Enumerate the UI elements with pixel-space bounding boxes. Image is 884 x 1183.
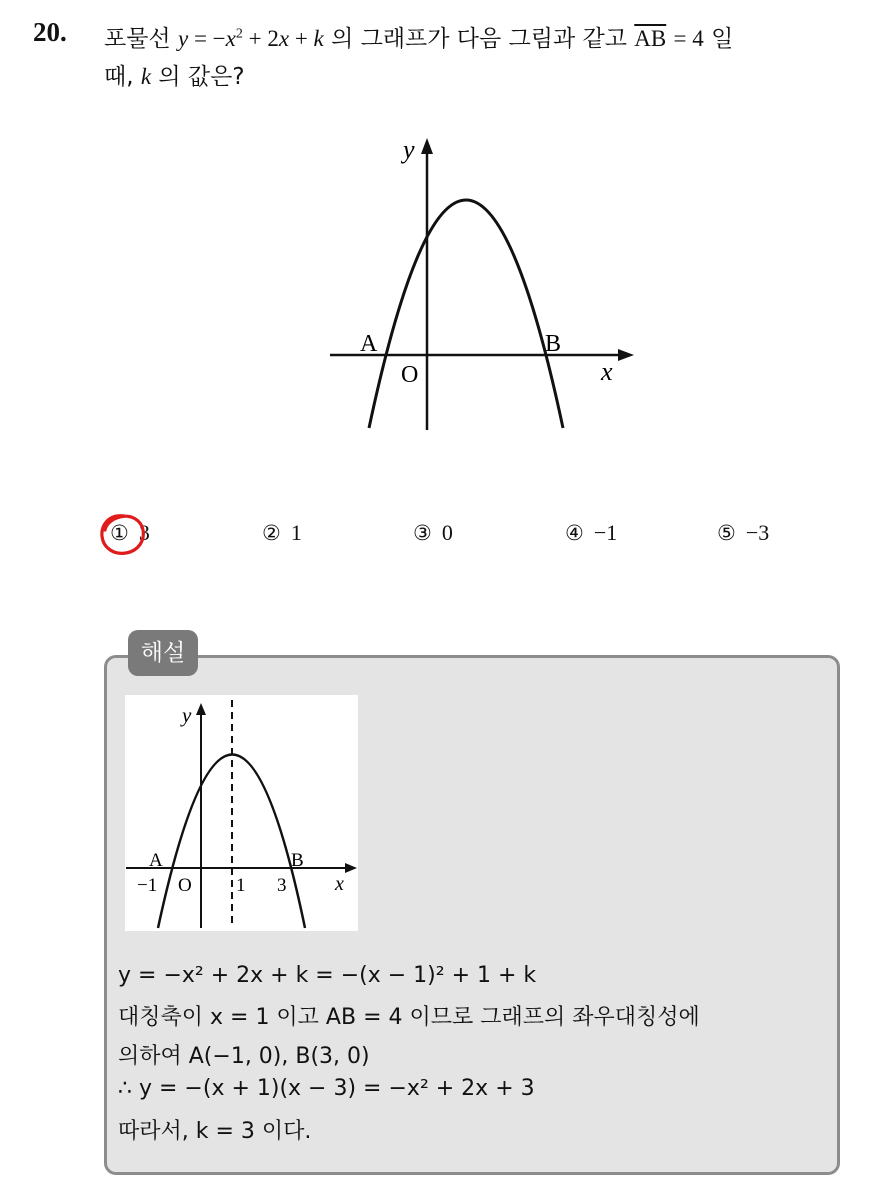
solution-figure-bg	[125, 695, 358, 931]
choice-number: ④	[565, 521, 584, 545]
tick-label-3: 3	[277, 875, 287, 896]
parabola-equation: $y = -x^2 + 2x + k$	[177, 26, 324, 51]
segment-length: = 4	[673, 26, 704, 51]
x-axis-label: x	[601, 357, 613, 386]
choice-5[interactable]	[717, 520, 769, 546]
choice-3[interactable]	[413, 520, 453, 546]
point-b-label: B	[291, 850, 304, 871]
question-text: 의 값은?	[158, 64, 245, 90]
choice-1[interactable]	[110, 520, 150, 546]
point-a-label: A	[360, 331, 378, 357]
question-text: 일	[711, 26, 734, 52]
choice-value: 1	[290, 520, 302, 545]
solution-line-1: y = −x² + 2x + k = −(x − 1)² + 1 + k	[118, 963, 537, 988]
y-axis-label: y	[403, 135, 415, 164]
parabola-curve	[369, 200, 563, 428]
choice-number: ⑤	[717, 521, 736, 545]
choice-value: −3	[745, 520, 770, 545]
origin-label: O	[401, 362, 419, 388]
choice-number: ②	[262, 521, 281, 545]
tick-label-1: 1	[236, 875, 246, 896]
origin-label: O	[178, 875, 192, 896]
question-line-1	[104, 20, 733, 53]
question-text: 포물선	[104, 26, 171, 52]
choice-value: 0	[441, 520, 453, 545]
solution-tag: 해설	[128, 630, 198, 676]
choice-4[interactable]	[565, 520, 617, 546]
solution-line-4: ∴ y = −(x + 1)(x − 3) = −x² + 2x + 3	[118, 1076, 535, 1101]
solution-line-2: 대칭축이 x = 1 이고 AB = 4 이므로 그래프의 좌우대칭성에	[118, 1005, 700, 1030]
x-axis-arrow	[618, 349, 634, 361]
question-line-2	[104, 58, 245, 91]
segment-ab: $\overline{AB}$	[634, 26, 667, 51]
tick-label-neg1: −1	[137, 875, 158, 896]
question-text: 의 그래프가 다음 그림과 같고	[331, 26, 627, 52]
variable-k: k	[140, 64, 152, 89]
x-axis-label: x	[335, 873, 344, 895]
point-a-label: A	[149, 850, 163, 871]
point-b-label: B	[545, 331, 562, 357]
y-axis-label: y	[182, 703, 192, 727]
solution-line-3: 의하여 A(−1, 0), B(3, 0)	[118, 1044, 370, 1069]
choice-number: ③	[413, 521, 432, 545]
choice-value: 3	[138, 520, 150, 545]
question-text: 때,	[104, 64, 134, 90]
solution-line-5: 따라서, k = 3 이다.	[118, 1119, 312, 1144]
y-axis-arrow	[421, 138, 433, 154]
question-number: 20.	[33, 17, 67, 47]
choice-2[interactable]	[262, 520, 302, 546]
choice-value: −1	[593, 520, 618, 545]
choice-number: ①	[110, 521, 129, 545]
